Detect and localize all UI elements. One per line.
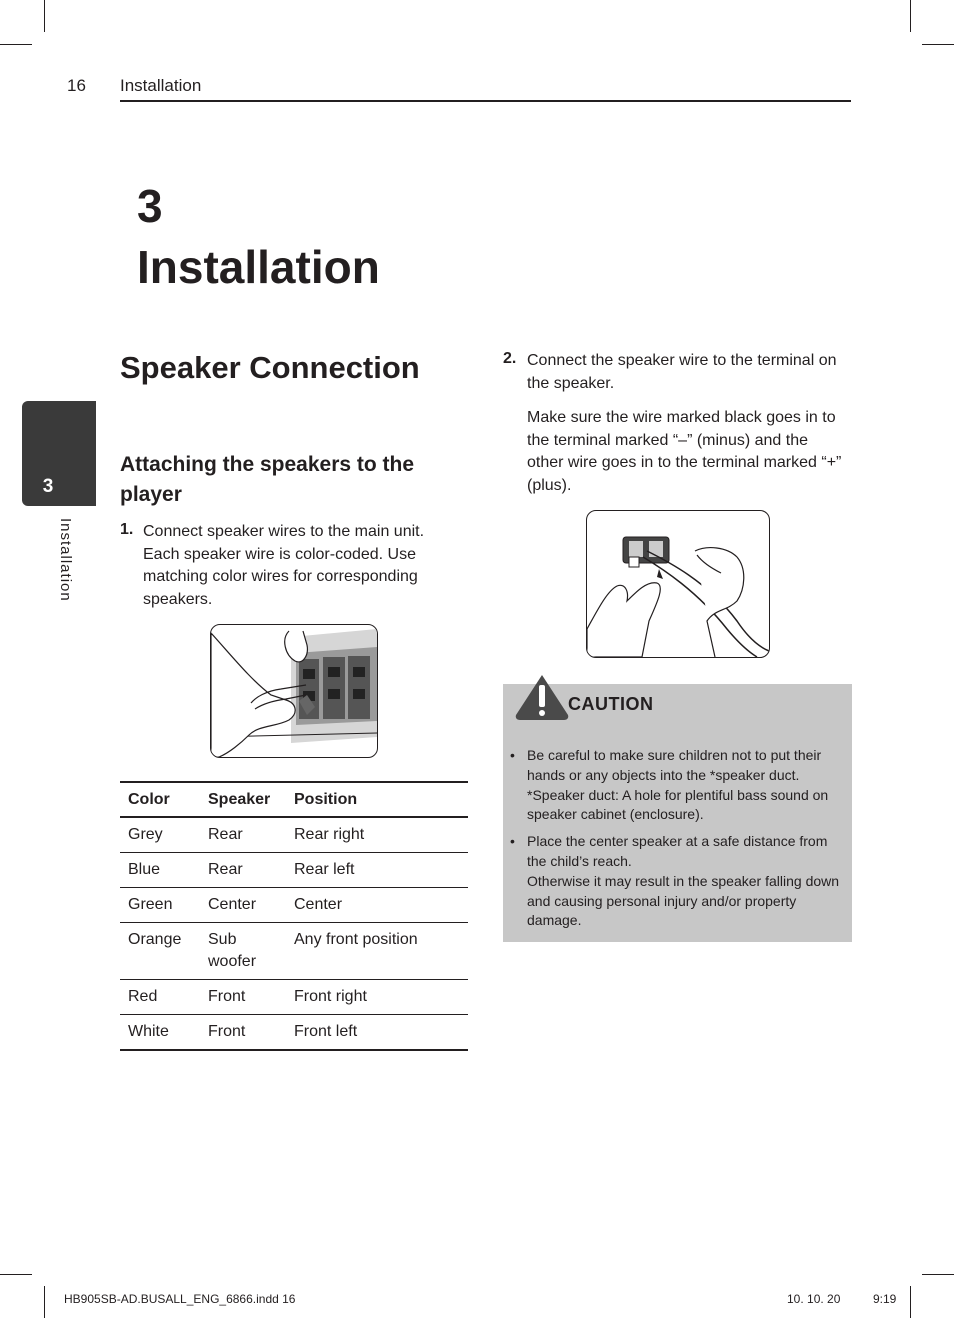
table-cell: Sub woofer: [200, 923, 286, 980]
step-note: Make sure the wire marked black goes in to the terminal marked “–” (minus) and the other wire goes in to the terminal marked “+” (plus).: [527, 409, 842, 494]
table-cell: Grey: [120, 817, 200, 853]
subsection-title: Attaching the speakers to the player: [120, 453, 415, 506]
table-row: [120, 888, 468, 923]
footer-time: 9:19: [873, 1292, 897, 1306]
table-cell: Rear left: [286, 853, 468, 888]
section-title: Speaker Connection: [120, 350, 420, 385]
bullet: •: [510, 747, 515, 763]
page-number: 16: [67, 76, 86, 95]
list-item: [510, 746, 846, 825]
col-position-header: Position: [286, 782, 468, 817]
bullet-text: Be careful to make sure children not to put their hands or any objects into the *speaker duct.: [527, 747, 822, 783]
speaker-color-table: [120, 781, 468, 1051]
speaker-wire-illustration: [210, 624, 378, 758]
table-cell: Front: [200, 1015, 286, 1051]
table-cell: White: [120, 1015, 200, 1051]
bullet-text: Place the center speaker at a safe distance from the child’s reach.: [527, 833, 828, 869]
crop-mark: [922, 44, 954, 45]
table-row: [120, 1015, 468, 1051]
crop-mark: [910, 0, 911, 32]
caution-list: [510, 746, 846, 938]
step-number: 2.: [503, 350, 517, 367]
table-cell: Green: [120, 888, 200, 923]
step-text: Connect the speaker wire to the terminal on the speaker.: [527, 352, 837, 392]
crop-mark: [0, 44, 32, 45]
bullet-text: Otherwise it may result in the speaker falling down and causing personal injury and/or property damage.: [527, 872, 840, 929]
table-cell: Center: [200, 888, 286, 923]
chapter-title: Installation: [137, 241, 380, 293]
table-cell: Front left: [286, 1015, 468, 1051]
chapter-tab-number: 3: [42, 476, 54, 497]
hand-wire-terminal-icon: [211, 625, 377, 757]
bullet-text: *Speaker duct: A hole for plentiful bass sound on speaker cabinet (enclosure).: [527, 786, 829, 823]
col-color-header: Color: [120, 782, 200, 817]
caution-title: CAUTION: [568, 694, 654, 714]
step-text: Connect speaker wires to the main unit. Each speaker wire is color-coded. Use matching color wires for corresponding speakers.: [143, 523, 425, 608]
step-number: 1.: [120, 521, 134, 538]
table-cell: Center: [286, 888, 468, 923]
table-cell: Front: [200, 980, 286, 1015]
hand-terminal-icon: [587, 511, 769, 657]
table-row: [120, 853, 468, 888]
footer-filename: HB905SB-AD.BUSALL_ENG_6866.indd 16: [64, 1292, 296, 1306]
crop-mark: [44, 1286, 45, 1318]
table-cell: Blue: [120, 853, 200, 888]
list-item: [510, 832, 846, 931]
chapter-number: 3: [137, 180, 163, 232]
table-cell: Orange: [120, 923, 200, 980]
table-row: [120, 817, 468, 853]
crop-mark: [910, 1286, 911, 1318]
header-rule: [120, 100, 851, 102]
col-speaker-header: Speaker: [200, 782, 286, 817]
table-row: [120, 923, 468, 980]
speaker-terminal-illustration: [586, 510, 770, 658]
table-cell: Rear: [200, 853, 286, 888]
table-cell: Red: [120, 980, 200, 1015]
footer-date: 10. 10. 20: [787, 1292, 841, 1306]
crop-mark: [922, 1274, 954, 1275]
chapter-tab-label-text: Installation: [57, 518, 74, 602]
table-row: [120, 980, 468, 1015]
bullet: •: [510, 833, 515, 850]
crop-mark: [44, 0, 45, 32]
crop-mark: [0, 1274, 32, 1275]
table-header-row: [120, 782, 468, 817]
table-cell: Front right: [286, 980, 468, 1015]
chapter-tab-label: [52, 518, 94, 608]
table-cell: Rear: [200, 817, 286, 853]
warning-icon: [514, 673, 570, 721]
table-cell: Rear right: [286, 817, 468, 853]
running-header: Installation: [120, 76, 202, 95]
table-cell: Any front position: [286, 923, 468, 980]
